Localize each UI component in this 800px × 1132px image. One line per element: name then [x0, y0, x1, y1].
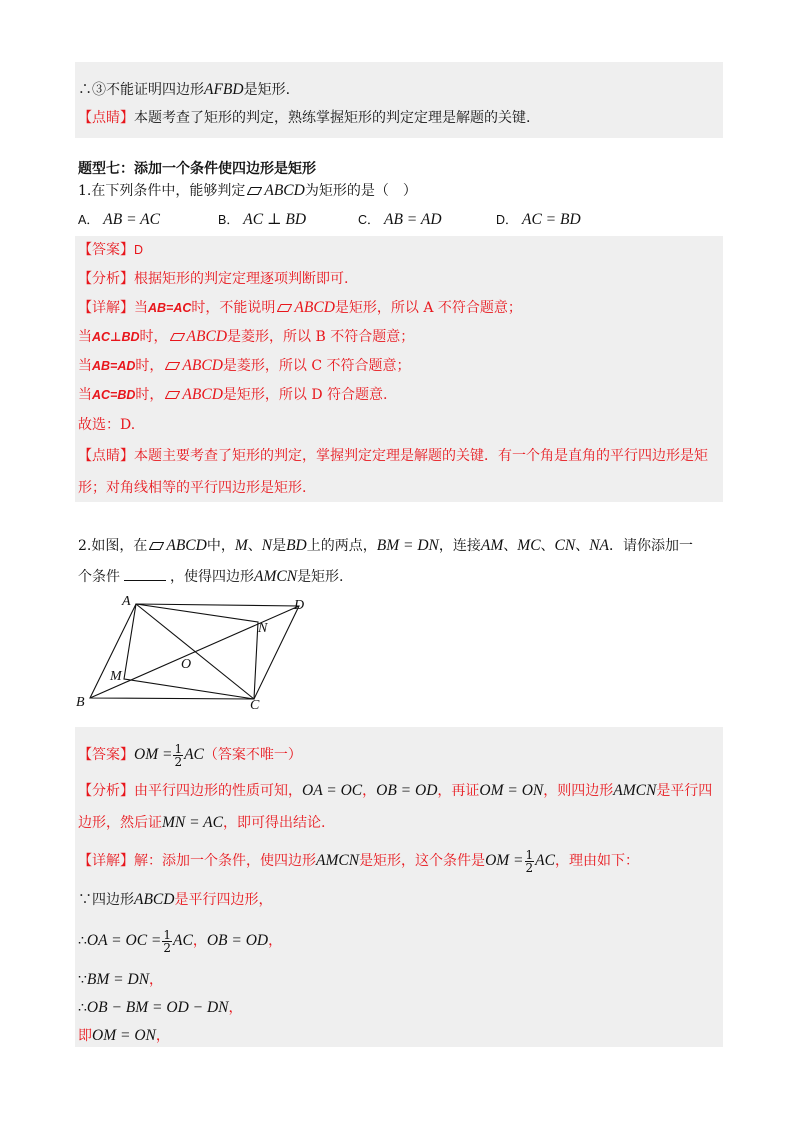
q1-analysis: 【分析】根据矩形的判定定理逐项判断即可.: [78, 271, 349, 287]
q2-analysis-2: 边形，然后证MN = AC，即可得出结论.: [78, 814, 326, 831]
fraction-half: $\frac{1}{2}$: [163, 927, 172, 955]
parallelogram-icon: [165, 391, 180, 399]
q1-option-c[interactable]: C． AB = AD: [358, 211, 442, 228]
parallelogram-icon: [247, 187, 262, 195]
q2-step-1: ∵四边形ABCD是平行四边形，: [78, 891, 273, 908]
parallelogram-icon: [149, 542, 164, 550]
label-o: O: [181, 657, 192, 672]
q2-stem-2: 个条件 ，使得四边形AMCN是矩形.: [78, 568, 344, 585]
q2-analysis-1: 【分析】由平行四边形的性质可知，OA = OC，OB = OD，再证OM = ON，则四边形AMCN是平行四: [78, 782, 713, 799]
q2-step-4: ∴OB − BM = OD − DN，: [78, 999, 243, 1016]
fraction-half: $\frac{1}{2}$: [525, 847, 534, 875]
answer-blank[interactable]: [124, 566, 166, 581]
quadrilateral-amcn: [124, 604, 258, 699]
q1-option-a[interactable]: A． AB = AC: [78, 211, 160, 228]
label-m: M: [110, 669, 122, 684]
parallelogram-icon: [165, 362, 180, 370]
label-a: A: [122, 594, 131, 609]
q1-answer: 【答案】D: [78, 242, 144, 258]
diagonal-bd: [90, 606, 299, 698]
label-n: N: [258, 621, 268, 636]
parallelogram-icon: [170, 333, 185, 341]
remark-prev: 【点睛】本题考查了矩形的判定，熟练掌握矩形的判定定理是解题的关键.: [78, 110, 531, 126]
parallelogram-icon: [277, 304, 292, 312]
q2-detail-1: 【详解】解：添加一个条件，使四边形AMCN是矩形，这个条件是OM = $\frac{1}{2}$ AC，理由如下：: [78, 847, 639, 875]
q1-remark-1: 【点睛】本题主要考查了矩形的判定，掌握判定定理是解题的关键．有一个角是直角的平行四边形是矩: [78, 448, 708, 464]
q2-step-5: 即OM = ON，: [78, 1027, 170, 1044]
q1-detail-1: 【详解】当AB=AC时，不能说明 ABCD是矩形，所以 A 不符合题意；: [78, 299, 522, 316]
label-d: D: [294, 598, 305, 613]
q2-answer: 【答案】OM = $\frac{1}{2}$ AC（答案不唯一）: [78, 741, 302, 769]
label-c: C: [250, 698, 260, 713]
q1-detail-3: 当AB=AD时， ABCD是菱形，所以 C 不符合题意；: [78, 357, 411, 374]
q1-option-d[interactable]: D． AC = BD: [496, 211, 581, 228]
q1-choice: 故选：D.: [78, 417, 136, 433]
q2-step-3: ∵BM = DN，: [78, 971, 164, 988]
q1-option-b[interactable]: B． AC ⊥ BD: [218, 211, 307, 228]
conclusion-line: ∴③不能证明四边形AFBD是矩形.: [78, 81, 291, 98]
q1-detail-2: 当AC⊥BD时， ABCD是菱形，所以 B 不符合题意；: [78, 328, 415, 345]
q2-step-2: ∴OA = OC = $\frac{1}{2}$ AC，OB = OD，: [78, 927, 283, 955]
q1-remark-2: 形；对角线相等的平行四边形是矩形.: [78, 480, 307, 496]
q1-stem: 1.在下列条件中，能够判定 ABCD为矩形的是（ ）: [78, 182, 417, 199]
q1-detail-4: 当AC=BD时， ABCD是矩形，所以 D 符合题意.: [78, 386, 388, 403]
label-b: B: [76, 695, 85, 710]
parallelogram-figure: [70, 592, 320, 714]
section-title: 题型七：添加一个条件使四边形是矩形: [78, 161, 316, 177]
q2-stem-1: 2.如图，在 ABCD中，M、N是BD上的两点，BM = DN，连接AM、MC、CN、NA．请你添加一: [78, 537, 694, 554]
fraction-half: $\frac{1}{2}$: [174, 741, 183, 769]
